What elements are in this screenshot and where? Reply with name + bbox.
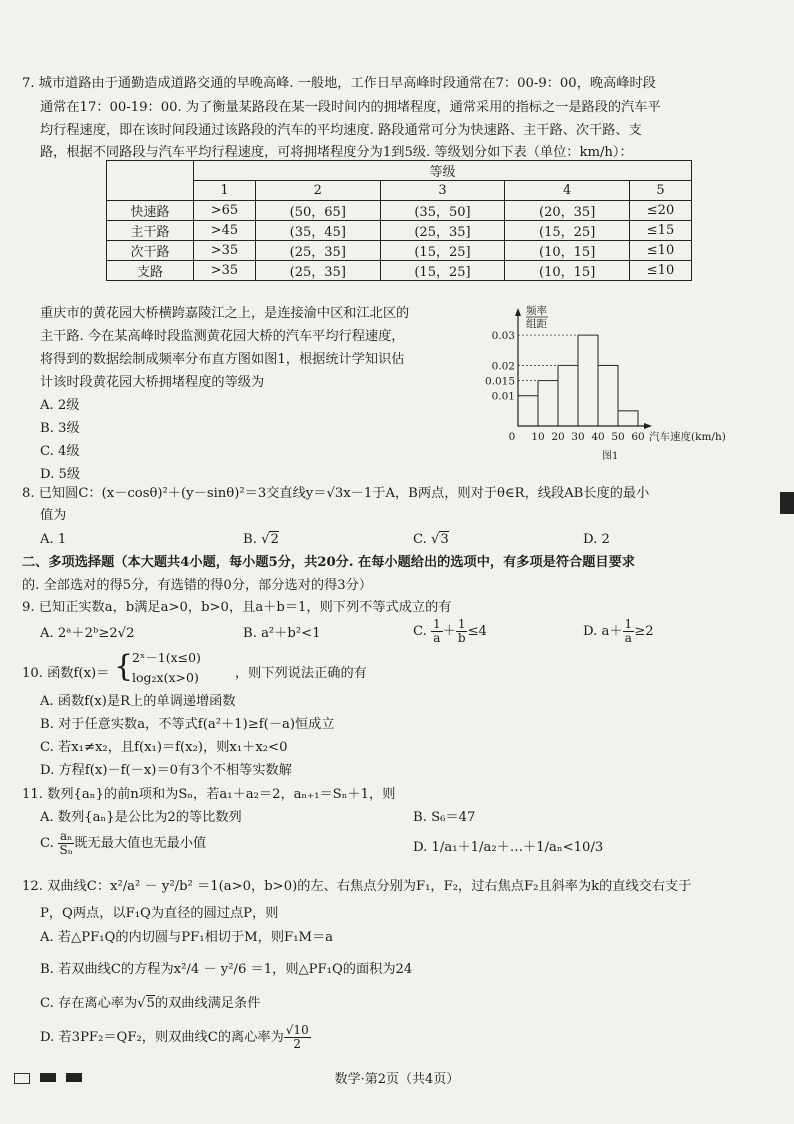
histogram-bar (618, 411, 638, 426)
q12-option-a: A. 若△PF₁Q的内切圆与PF₁相切于M，则F₁M＝a (40, 930, 334, 945)
q10-option-a: A. 函数f(x)是R上的单调递增函数 (40, 694, 236, 709)
histogram-bar (578, 335, 598, 426)
q8-option-c-prefix: C. (413, 532, 432, 547)
fraction (623, 618, 635, 645)
q7-desc2: 主干路. 今在某高峰时段监测黄花园大桥的汽车平均行程速度， (40, 329, 405, 344)
q12-line1-rest: (a>0，b>0)的左、右焦点分别为F₁，F₂，过右焦点F₂且斜率为k的直线交右支于 (218, 879, 692, 894)
level-cell: 4 (505, 181, 630, 201)
y-axis-label-top: 频率 (526, 305, 547, 317)
q11-option-d-body: 1/a₁＋1/a₂＋…＋1/aₙ<10/3 (431, 840, 604, 855)
x-tick-label: 0 (508, 431, 516, 443)
fraction (431, 618, 443, 645)
fraction-numerator: 1 (624, 617, 633, 631)
q8-line1: 8. 已知圆C：(x－cosθ)²＋(y－sinθ)²＝3交直线y＝√3x－1于A，B两点，则对于θ∈R，线段AB长度的最小 (22, 486, 650, 501)
table-cell: >45 (194, 221, 256, 241)
level-cell: 3 (380, 181, 505, 201)
histogram-bar (518, 396, 538, 426)
table-corner (107, 161, 194, 201)
table-cell: (20，35] (505, 201, 630, 221)
table-cell: >35 (194, 261, 256, 281)
q11-option-c-prefix: C. (40, 836, 59, 852)
level-row (107, 181, 692, 201)
q9-stem: 9. 已知正实数a，b满足a>0，b>0，且a＋b＝1，则下列不等式成立的有 (22, 600, 452, 615)
q12-option-c-radicand: 5 (146, 996, 155, 1011)
table-cell: ≤20 (630, 201, 692, 221)
q10-suffix: ，则下列说法正确的有 (235, 666, 367, 681)
x-tick-labels (509, 431, 645, 443)
table-cell: (25，35] (255, 261, 380, 281)
fraction-numerator: 1 (457, 617, 466, 631)
q10-prefix: 10. 函数f(x)＝ (22, 666, 110, 681)
grade-table (106, 160, 692, 281)
q12-option-b-tail: ，则△PF₁Q的面积为24 (272, 962, 413, 977)
q10-case2: log₂x(x>0) (132, 670, 199, 685)
table-cell: >65 (194, 201, 256, 221)
level-cell: 1 (194, 181, 256, 201)
plus-sign: ＋ (442, 624, 456, 640)
q12-option-c-prefix: C. 存在离心率为 (40, 996, 138, 1011)
fraction-denominator: b (457, 631, 466, 646)
section2-heading-line2: 的. 全部选对的得5分，有选错的得0分，部分选对的得3分） (22, 578, 373, 593)
y-tick-label: 0.01 (491, 390, 515, 403)
q9-option-a: A. 2ᵃ＋2ᵇ≥2√2 (40, 626, 135, 641)
table-cell: (15，25] (505, 221, 630, 241)
x-axis-arrow (644, 423, 652, 429)
q10-option-c: C. 若x₁≠x₂，且f(x₁)＝f(x₂)，则x₁＋x₂<0 (40, 740, 288, 755)
q7-option-a: A. 2级 (40, 398, 80, 413)
x-tick-label: 20 (551, 431, 565, 443)
table-cell: (50，65] (255, 201, 380, 221)
row-name: 主干路 (107, 221, 194, 241)
x-tick-label: 50 (611, 431, 625, 443)
section2-heading-line1: 二、多项选择题（本大题共4小题，每小题5分，共20分. 在每小题给出的选项中，有多项是符合题目要求 (22, 555, 635, 570)
q11-option-d (413, 836, 603, 859)
level-cell: 2 (255, 181, 380, 201)
q9-option-d-tail: ≥2 (634, 624, 654, 640)
table-cell: ≤10 (630, 241, 692, 261)
q7-desc4: 计该时段黄花园大桥拥堵程度的等级为 (40, 375, 265, 390)
q12-line1-equation: x²/a² － y²/b² ＝1 (110, 879, 219, 894)
q12-option-c: C. 存在离心率为√5的双曲线满足条件 (40, 996, 261, 1011)
histogram-bar (538, 381, 558, 426)
y-axis-arrow (515, 308, 521, 316)
q10-option-d: D. 方程f(x)－f(－x)＝0有3个不相等实数解 (40, 763, 292, 778)
table-cell: (15，25] (380, 261, 505, 281)
table-row (107, 221, 692, 241)
table-cell: (25，35] (255, 241, 380, 261)
fraction (58, 830, 74, 857)
y-axis-label-bottom: 组距 (526, 318, 547, 330)
q11-option-b: B. S₆＝47 (413, 810, 476, 825)
q8-option-c: C. √3 (413, 532, 449, 547)
q9-option-c (413, 618, 487, 645)
q7-desc3: 将得到的数据绘制成频率分布直方图如图1，根据统计学知识估 (40, 352, 405, 367)
q7-desc1: 重庆市的黄花园大桥横跨嘉陵江之上，是连接渝中区和江北区的 (40, 306, 410, 321)
q9-option-b: B. a²＋b²<1 (243, 626, 321, 641)
fraction-numerator: √10 (285, 1023, 309, 1037)
fraction-numerator: 1 (433, 617, 441, 631)
level-cell: 5 (630, 181, 692, 201)
fraction-numerator: aₙ (60, 829, 73, 843)
q8-option-d: D. 2 (583, 532, 610, 547)
y-tick-label: 0.015 (484, 375, 515, 388)
table-row (107, 261, 692, 281)
x-tick-label: 30 (571, 431, 585, 443)
piecewise-brace: { (114, 649, 134, 684)
q9-option-d-prefix: D. a＋ (583, 624, 623, 640)
q8-option-b-radicand: 2 (270, 532, 279, 547)
q7-option-b: B. 3级 (40, 421, 80, 436)
page-edge-tab-marker (780, 492, 794, 514)
table-cell: (10，15] (505, 261, 630, 281)
q8-option-a: A. 1 (40, 532, 67, 547)
chart-title: 图1 (602, 451, 619, 462)
row-name: 支路 (107, 261, 194, 281)
q8-option-c-radicand: 3 (440, 532, 449, 547)
y-tick-label: 0.02 (491, 360, 515, 373)
fraction-denominator: a (433, 631, 441, 646)
q12-option-d (40, 1024, 311, 1051)
page-number: 数学·第2页（共4页） (334, 1072, 460, 1087)
table-row (107, 241, 692, 261)
row-name: 次干路 (107, 241, 194, 261)
q11-stem: 11. 数列{aₙ}的前n项和为Sₙ，若a₁＋a₂＝2，aₙ₊₁＝Sₙ＋1，则 (22, 787, 396, 802)
y-tick-label: 0.03 (491, 330, 515, 343)
q12-option-b-equation: x²/4 － y²/6 ＝1 (173, 962, 273, 977)
table-cell: >35 (194, 241, 256, 261)
q10-option-b: B. 对于任意实数a，不等式f(a²＋1)≥f(－a)恒成立 (40, 717, 335, 732)
q12-line1 (22, 875, 691, 898)
x-tick-label: 60 (631, 431, 645, 443)
q9-option-d (583, 618, 654, 645)
q8-line2: 值为 (40, 508, 67, 523)
q12-line2: P，Q两点，以F₁Q为直径的圆过点P，则 (40, 906, 279, 921)
q7-line2: 通常在17：00-19：00. 为了衡量某路段在某一段时间内的拥堵程度，通常采用的指标之一是路段的汽车平 (40, 100, 661, 115)
fraction (284, 1024, 311, 1051)
q11-option-c (40, 830, 206, 857)
q7-line1: 7. 城市道路由于通勤造成道路交通的早晚高峰. 一般地，工作日早高峰时段通常在7：00-9：00，晚高峰时段 (22, 76, 656, 91)
fraction-denominator: a (624, 631, 632, 646)
q9-option-c-tail: ≤4 (467, 624, 487, 640)
table-cell: ≤10 (630, 261, 692, 281)
table-cell: (35，50] (380, 201, 505, 221)
table-row (107, 201, 692, 221)
q11-option-c-tail: 既无最大值也无最小值 (74, 836, 207, 852)
table-header: 等级 (194, 161, 692, 181)
q7-line4: 路，根据不同路段与汽车平均行程速度，可将拥堵程度分为1到5级. 等级划分如下表（单位：km/h）： (40, 145, 633, 160)
q12-option-b-prefix: B. 若双曲线C的方程为 (40, 962, 174, 977)
q11-option-d-prefix: D. (413, 840, 432, 855)
q8-option-b-prefix: B. (243, 532, 262, 547)
q10-case1: 2ˣ－1(x≤0) (132, 650, 201, 665)
x-tick-label: 10 (531, 431, 545, 443)
table-cell: (25，35] (380, 221, 505, 241)
q7-option-d: D. 5级 (40, 467, 81, 482)
table-cell: (15，25] (380, 241, 505, 261)
q7-line3: 均行程速度，即在该时间段通过该路段的汽车的平均速度. 路段通常可分为快速路、主干路、次干路、支 (40, 123, 642, 138)
fraction-denominator: Sₙ (59, 843, 73, 858)
table-cell: ≤15 (630, 221, 692, 241)
q11-option-a: A. 数列{aₙ}是公比为2的等比数列 (40, 810, 242, 825)
histogram-chart (478, 300, 740, 465)
y-tick-labels (485, 330, 515, 403)
table-cell: (10，15] (505, 241, 630, 261)
fraction-denominator: 2 (293, 1037, 302, 1052)
q12-option-d-prefix: D. 若3PF₂＝QF₂，则双曲线C的离心率为 (40, 1030, 284, 1046)
row-name: 快速路 (107, 201, 194, 221)
fraction (456, 618, 468, 645)
histogram-bar (558, 365, 578, 426)
q12-option-c-tail: 的双曲线满足条件 (154, 996, 261, 1011)
q12-line1-prefix: 12. 双曲线C： (22, 879, 111, 894)
q8-option-b: B. √2 (243, 532, 279, 547)
q7-option-c: C. 4级 (40, 444, 80, 459)
x-tick-label: 40 (591, 431, 605, 443)
histogram-bar (598, 365, 618, 426)
x-axis-label: 汽车速度(km/h) (649, 431, 726, 443)
q12-option-b (40, 958, 412, 981)
q9-option-c-prefix: C. (413, 624, 432, 640)
table-cell: (35，45] (255, 221, 380, 241)
